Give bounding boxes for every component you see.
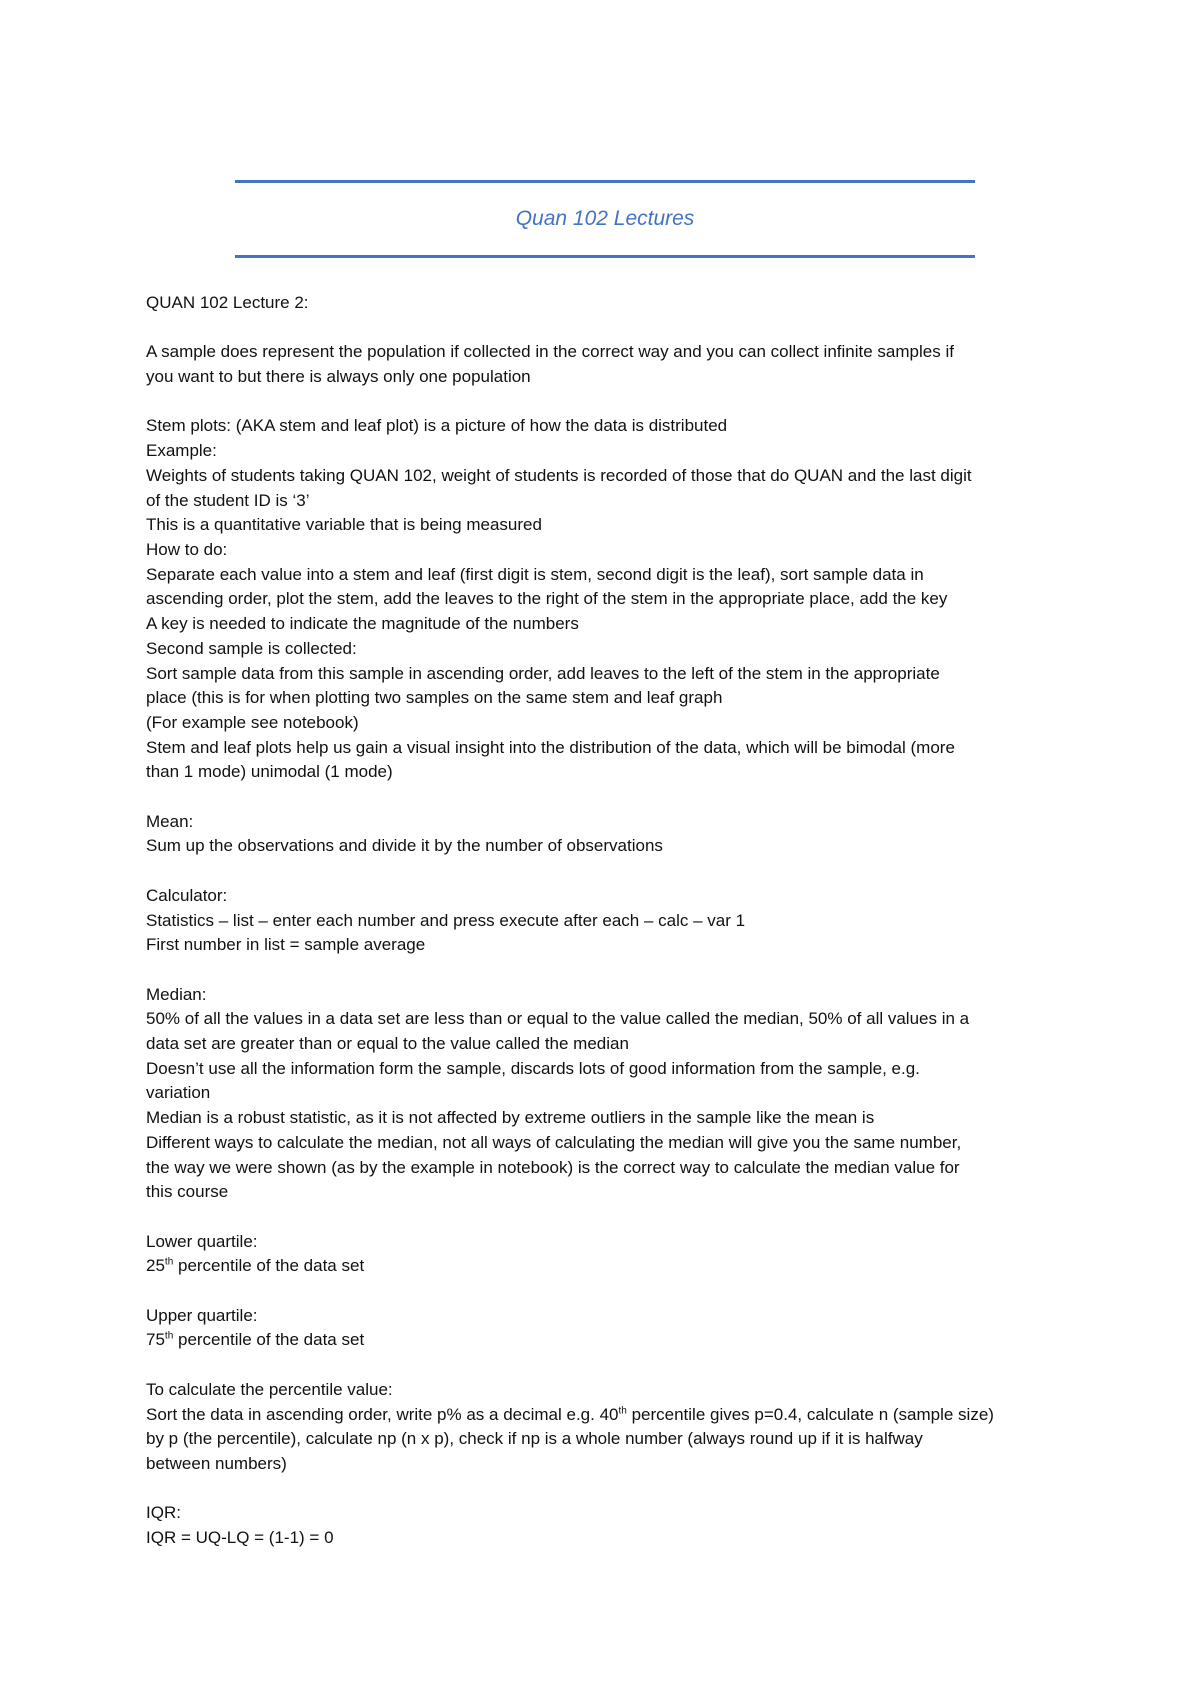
ordinal-superscript: th <box>164 1256 174 1268</box>
document-body <box>146 291 1066 1551</box>
blank-line <box>146 958 1066 983</box>
text-line: (For example see notebook) <box>146 712 359 732</box>
title-block <box>235 180 975 258</box>
text-line: Upper quartile: <box>146 1305 258 1325</box>
blank-line <box>146 1205 1066 1230</box>
text-line: Different ways to calculate the median, not all ways of calculating the median will give you the same number, <box>146 1132 962 1152</box>
text-line: Mean: <box>146 811 194 831</box>
text-line: Stem plots: (AKA stem and leaf plot) is a picture of how the data is distributed <box>146 416 728 436</box>
text-line: Median: <box>146 984 207 1004</box>
text-line: of the student ID is ‘3’ <box>146 490 310 510</box>
text-line: Weights of students taking QUAN 102, weight of students is recorded of those that do QUAN and the last digit <box>146 465 972 485</box>
text-line: Sum up the observations and divide it by the number of observations <box>146 836 663 856</box>
ordinal-superscript: th <box>164 1330 174 1342</box>
text-segment: 75 <box>146 1330 165 1350</box>
text-line: between numbers) <box>146 1453 287 1473</box>
text-line: data set are greater than or equal to the value called the median <box>146 1034 629 1054</box>
document-title: Quan 102 Lectures <box>515 207 695 230</box>
text-line: A key is needed to indicate the magnitude of the numbers <box>146 614 579 634</box>
text-line <box>146 1254 1066 1279</box>
blank-line <box>146 785 1066 810</box>
title-bottom-rule <box>235 255 975 258</box>
text-line: Median is a robust statistic, as it is not affected by extreme outliers in the sample like the mean is <box>146 1108 875 1128</box>
text-line: variation <box>146 1083 211 1103</box>
text-line: 50% of all the values in a data set are less than or equal to the value called the median, 50% of all values in a <box>146 1009 970 1029</box>
text-line: Calculator: <box>146 885 228 905</box>
text-line: This is a quantitative variable that is being measured <box>146 515 542 535</box>
blank-line <box>146 1353 1066 1378</box>
blank-line <box>146 390 1066 415</box>
text-line: To calculate the percentile value: <box>146 1379 393 1399</box>
text-segment: percentile gives p=0.4, calculate n (sample size) <box>626 1404 994 1424</box>
blank-line <box>146 859 1066 884</box>
text-line: you want to but there is always only one population <box>146 367 531 387</box>
blank-line <box>146 1279 1066 1304</box>
text-line: IQR: <box>146 1503 181 1523</box>
text-line: ascending order, plot the stem, add the leaves to the right of the stem in the appropriate place, add the key <box>146 589 948 609</box>
text-segment: 25 <box>146 1256 165 1276</box>
text-line: IQR = UQ-LQ = (1-1) = 0 <box>146 1528 334 1548</box>
ordinal-superscript: th <box>618 1404 627 1416</box>
text-segment: percentile of the data set <box>173 1330 365 1350</box>
text-line: this course <box>146 1182 229 1202</box>
text-line: Separate each value into a stem and leaf (first digit is stem, second digit is the leaf), sort sample data in <box>146 564 924 584</box>
text-line: the way we were shown (as by the example in notebook) is the correct way to calculate the median value for <box>146 1157 960 1177</box>
text-line: by p (the percentile), calculate np (n x p), check if np is a whole number (always round up if it is halfway <box>146 1429 923 1449</box>
text-line: How to do: <box>146 540 228 559</box>
text-line: than 1 mode) unimodal (1 mode) <box>146 762 393 782</box>
blank-line <box>146 1477 1066 1502</box>
text-line: place (this is for when plotting two samples on the same stem and leaf graph <box>146 688 723 708</box>
text-line: First number in list = sample average <box>146 935 426 955</box>
text-line: QUAN 102 Lecture 2: <box>146 293 309 312</box>
text-line: Lower quartile: <box>146 1231 258 1251</box>
text-line: Statistics – list – enter each number and press execute after each – calc – var 1 <box>146 910 746 930</box>
text-segment: percentile of the data set <box>173 1256 365 1276</box>
text-line: Doesn’t use all the information form the sample, discards lots of good information from the sample, e.g. <box>146 1058 920 1078</box>
text-segment: Sort the data in ascending order, write p% as a decimal e.g. 40 <box>146 1404 619 1424</box>
text-line: A sample does represent the population if collected in the correct way and you can collect infinite samples if <box>146 342 954 362</box>
text-line: Stem and leaf plots help us gain a visual insight into the distribution of the data, which will be bimodal (more <box>146 737 955 757</box>
blank-line <box>146 316 1066 341</box>
text-line: Example: <box>146 441 217 461</box>
text-line <box>146 1328 1066 1353</box>
text-line <box>146 1403 1066 1428</box>
text-line: Sort sample data from this sample in ascending order, add leaves to the left of the stem in the appropriate <box>146 663 940 683</box>
text-line: Second sample is collected: <box>146 638 357 658</box>
